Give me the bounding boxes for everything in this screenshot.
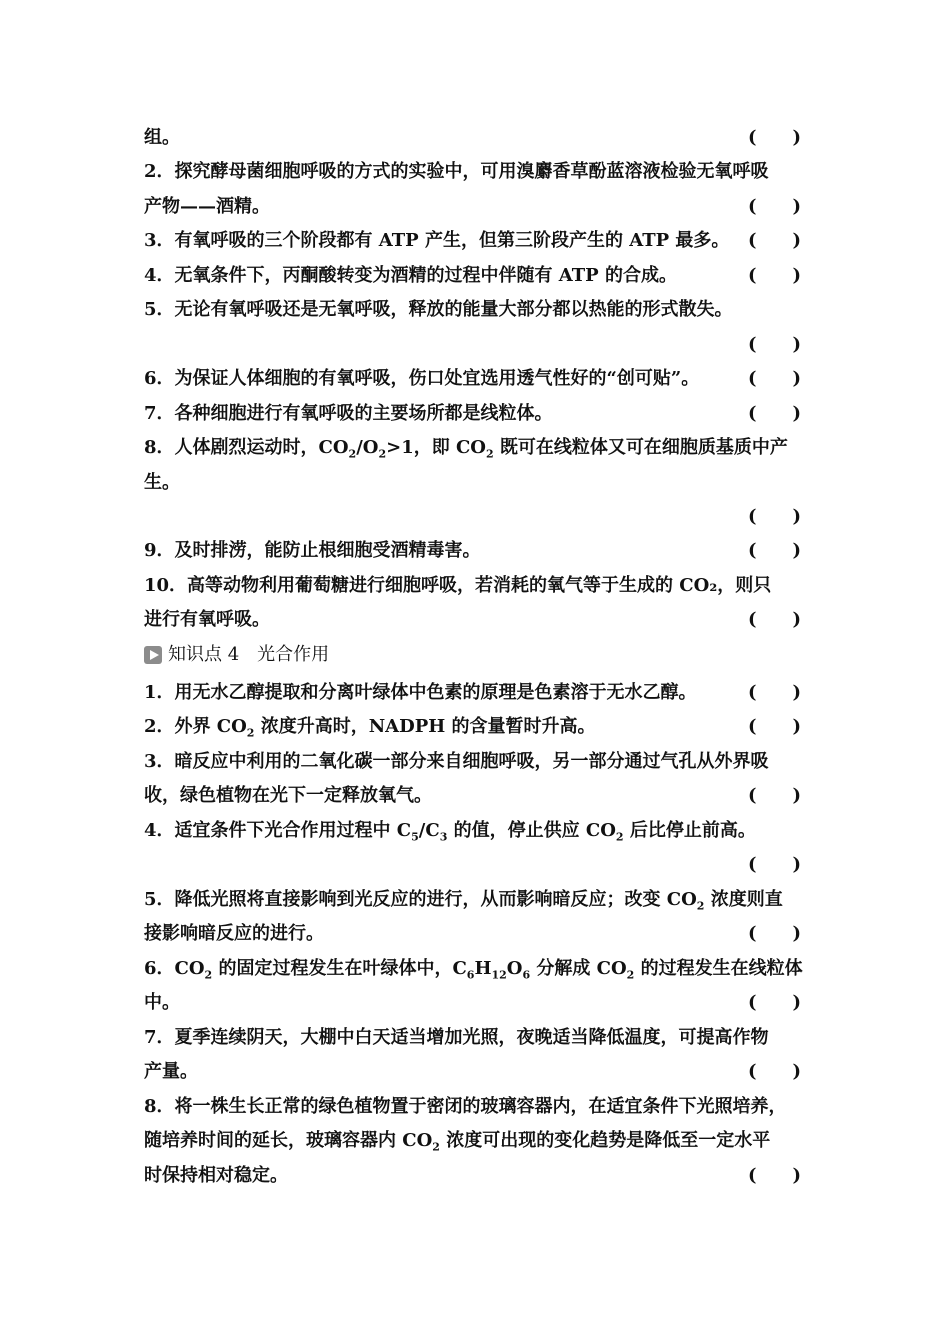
text-line: 生。: [144, 472, 180, 493]
text-line: 收，绿色植物在光下一定释放氧气。 ( ): [144, 779, 814, 813]
answer-bracket[interactable]: ( ): [748, 506, 802, 527]
text-line: 产物——酒精。 ( ): [144, 190, 814, 224]
answer-bracket[interactable]: ( ): [748, 265, 802, 286]
answer-bracket[interactable]: ( ): [748, 1061, 802, 1082]
text-line: 1．用无水乙醇提取和分离叶绿体中色素的原理是色素溶于无水乙醇。 ( ): [144, 676, 814, 710]
text-line: 随培养时间的延长，玻璃容器内 $CO_2$ 浓度可出现的变化趋势是降低至一定水平: [144, 1130, 771, 1154]
text-line: 7．各种细胞进行有氧呼吸的主要场所都是线粒体。 ( ): [144, 397, 814, 431]
answer-bracket[interactable]: ( ): [748, 540, 802, 561]
text-line: 2．外界 $CO_2$ 浓度升高时，NADPH 的含量暂时升高。 ( ): [144, 710, 814, 744]
answer-bracket[interactable]: ( ): [748, 230, 802, 251]
text-line: 5．无论有氧呼吸还是无氧呼吸，释放的能量大部分都以热能的形式散失。: [144, 299, 733, 320]
text-line: 时保持相对稳定。 ( ): [144, 1159, 814, 1193]
text-line: 6．为保证人体细胞的有氧呼吸，伤口处宜选用透气性好的“创可贴”。 ( ): [144, 362, 814, 396]
text-line: 5．降低光照将直接影响到光反应的进行，从而影响暗反应；改变 $CO_2$ 浓度则直: [144, 889, 783, 913]
answer-bracket[interactable]: ( ): [748, 1165, 802, 1186]
text-line: 4．适宜条件下光合作用过程中 $C_5/C_3$ 的值，停止供应 $CO_2$ 后比停止前高。: [144, 820, 756, 844]
text-line: 7．夏季连续阴天，大棚中白天适当增加光照，夜晚适当降低温度，可提高作物: [144, 1027, 769, 1048]
answer-bracket[interactable]: ( ): [748, 992, 802, 1013]
text-line: 8．人体剧烈运动时，$CO_2/O_2>1$，即 $CO_2$ 既可在线粒体又可在细胞质基质中产: [144, 437, 788, 461]
text-line: 接影响暗反应的进行。 ( ): [144, 917, 814, 951]
answer-bracket[interactable]: ( ): [748, 403, 802, 424]
text-line: 10．高等动物利用葡萄糖进行细胞呼吸，若消耗的氧气等于生成的 CO₂，则只: [144, 575, 772, 596]
text-line: 4．无氧条件下，丙酮酸转变为酒精的过程中伴随有 ATP 的合成。 ( ): [144, 259, 814, 293]
text-line: 6．$CO_2$ 的固定过程发生在叶绿体中，$C_6H_{12}O_6$ 分解成 $CO_2$ 的过程发生在线粒体: [144, 958, 803, 982]
play-icon: [144, 646, 162, 664]
text-line: 8．将一株生长正常的绿色植物置于密闭的玻璃容器内，在适宜条件下光照培养，: [144, 1096, 787, 1117]
answer-bracket[interactable]: ( ): [748, 682, 802, 703]
text-line: 9．及时排涝，能防止根细胞受酒精毒害。 ( ): [144, 534, 814, 568]
text-line: 中。 ( ): [144, 986, 814, 1020]
text-line: 3．有氧呼吸的三个阶段都有 ATP 产生，但第三阶段产生的 ATP 最多。 ( ): [144, 224, 814, 258]
text-line: 进行有氧呼吸。 ( ): [144, 603, 814, 637]
text-line: 产量。 ( ): [144, 1055, 814, 1089]
answer-bracket[interactable]: ( ): [748, 716, 802, 737]
text-line: 组。 ( ): [144, 121, 814, 155]
answer-bracket[interactable]: ( ): [748, 127, 802, 148]
answer-bracket[interactable]: ( ): [748, 196, 802, 217]
answer-bracket[interactable]: ( ): [748, 923, 802, 944]
answer-bracket[interactable]: ( ): [748, 854, 802, 875]
text-line: 3．暗反应中利用的二氧化碳一部分来自细胞呼吸，另一部分通过气孔从外界吸: [144, 751, 769, 772]
answer-bracket[interactable]: ( ): [748, 368, 802, 389]
answer-bracket[interactable]: ( ): [748, 785, 802, 806]
section-heading: 知识点 4 光合作用: [144, 638, 544, 672]
answer-bracket[interactable]: ( ): [748, 334, 802, 355]
text-line: 2．探究酵母菌细胞呼吸的方式的实验中，可用溴麝香草酚蓝溶液检验无氧呼吸: [144, 161, 769, 182]
answer-bracket[interactable]: ( ): [748, 609, 802, 630]
